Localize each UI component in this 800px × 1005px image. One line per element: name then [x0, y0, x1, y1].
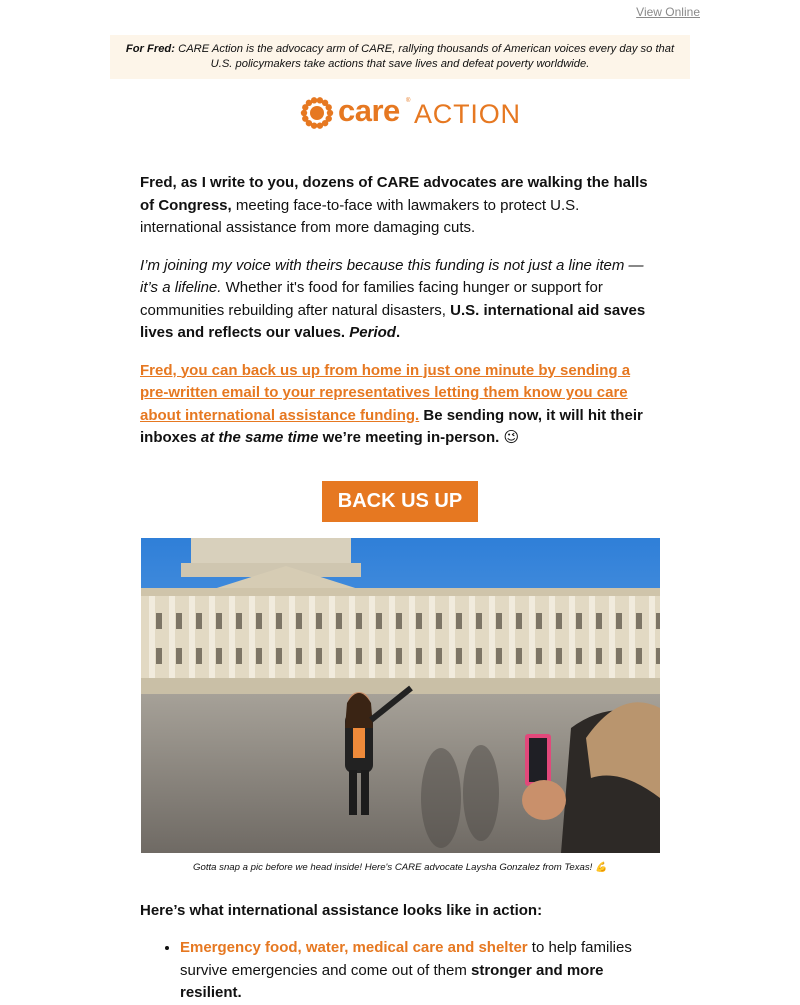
lifeline-period: Period: [349, 324, 396, 341]
paragraph-lifeline: [140, 255, 660, 345]
banner-text: CARE Action is the advocacy arm of CARE, rallying thousands of American voices every day so that U.S. policymakers take actions that save lives and defeat poverty worldwide.: [175, 43, 675, 70]
capitol-photo[interactable]: [141, 538, 660, 853]
lifeline-middle: Whether it's food for families facing hunger or support for communities rebuilding after natural disasters,: [140, 279, 603, 319]
back-us-up-button[interactable]: BACK US UP: [322, 481, 478, 522]
intro-bold: Fred, as I write to you, dozens of CARE advocates are walking the halls of Congress,: [140, 174, 648, 214]
bullet-text: to help families survive emergencies and come out of them: [180, 939, 632, 979]
action-bold-italic: at the same time: [200, 429, 319, 446]
banner-lead: For Fred:: [125, 43, 175, 55]
action-bold-2: we’re meeting in-person.: [318, 429, 504, 446]
view-online-link[interactable]: View Online: [636, 5, 700, 19]
email-body: [140, 172, 660, 465]
bullet-highlight[interactable]: Emergency food, water, medical care and shelter: [180, 939, 528, 956]
care-sunburst-icon: [300, 95, 334, 131]
paragraph-intro: [140, 172, 660, 240]
list-item: [180, 937, 660, 1005]
action-bold-1: Be sending now, it will hit their inboxes: [140, 406, 643, 446]
logo-action-text: ACTION: [414, 99, 521, 129]
send-email-link[interactable]: Fred, you can back us up from home in just one minute by sending a pre-written email to your representatives letting them know you care about international assistance funding.: [140, 361, 631, 424]
logo-brand-text: care: [338, 93, 400, 128]
lifeline-bold: U.S. international aid saves lives and reflects our values.: [140, 301, 646, 341]
lifeline-italic: I’m joining my voice with theirs because this funding is not just a line item — it’s a lifeline.: [140, 256, 644, 296]
assistance-list: [140, 937, 660, 1005]
intro-banner: [110, 35, 690, 79]
intro-rest: meeting face-to-face with lawmakers to protect U.S. international assistance from more damaging cuts.: [140, 196, 580, 236]
bullet-bold: stronger and more resilient.: [180, 961, 604, 1001]
capitol-photo-illustration: [141, 538, 660, 853]
section-heading: Here’s what international assistance looks like in action:: [140, 902, 543, 919]
cta-container: [322, 481, 478, 522]
lifeline-end: .: [395, 324, 401, 341]
wink-emoji-icon: 😉: [503, 429, 520, 446]
logo-trademark: ®: [406, 98, 411, 104]
photo-caption: Gotta snap a pic before we head inside! Here's CARE advocate Laysha Gonzalez from Texas! 💪: [193, 862, 607, 873]
care-action-logo[interactable]: [300, 93, 521, 133]
paragraph-action: [140, 360, 660, 450]
